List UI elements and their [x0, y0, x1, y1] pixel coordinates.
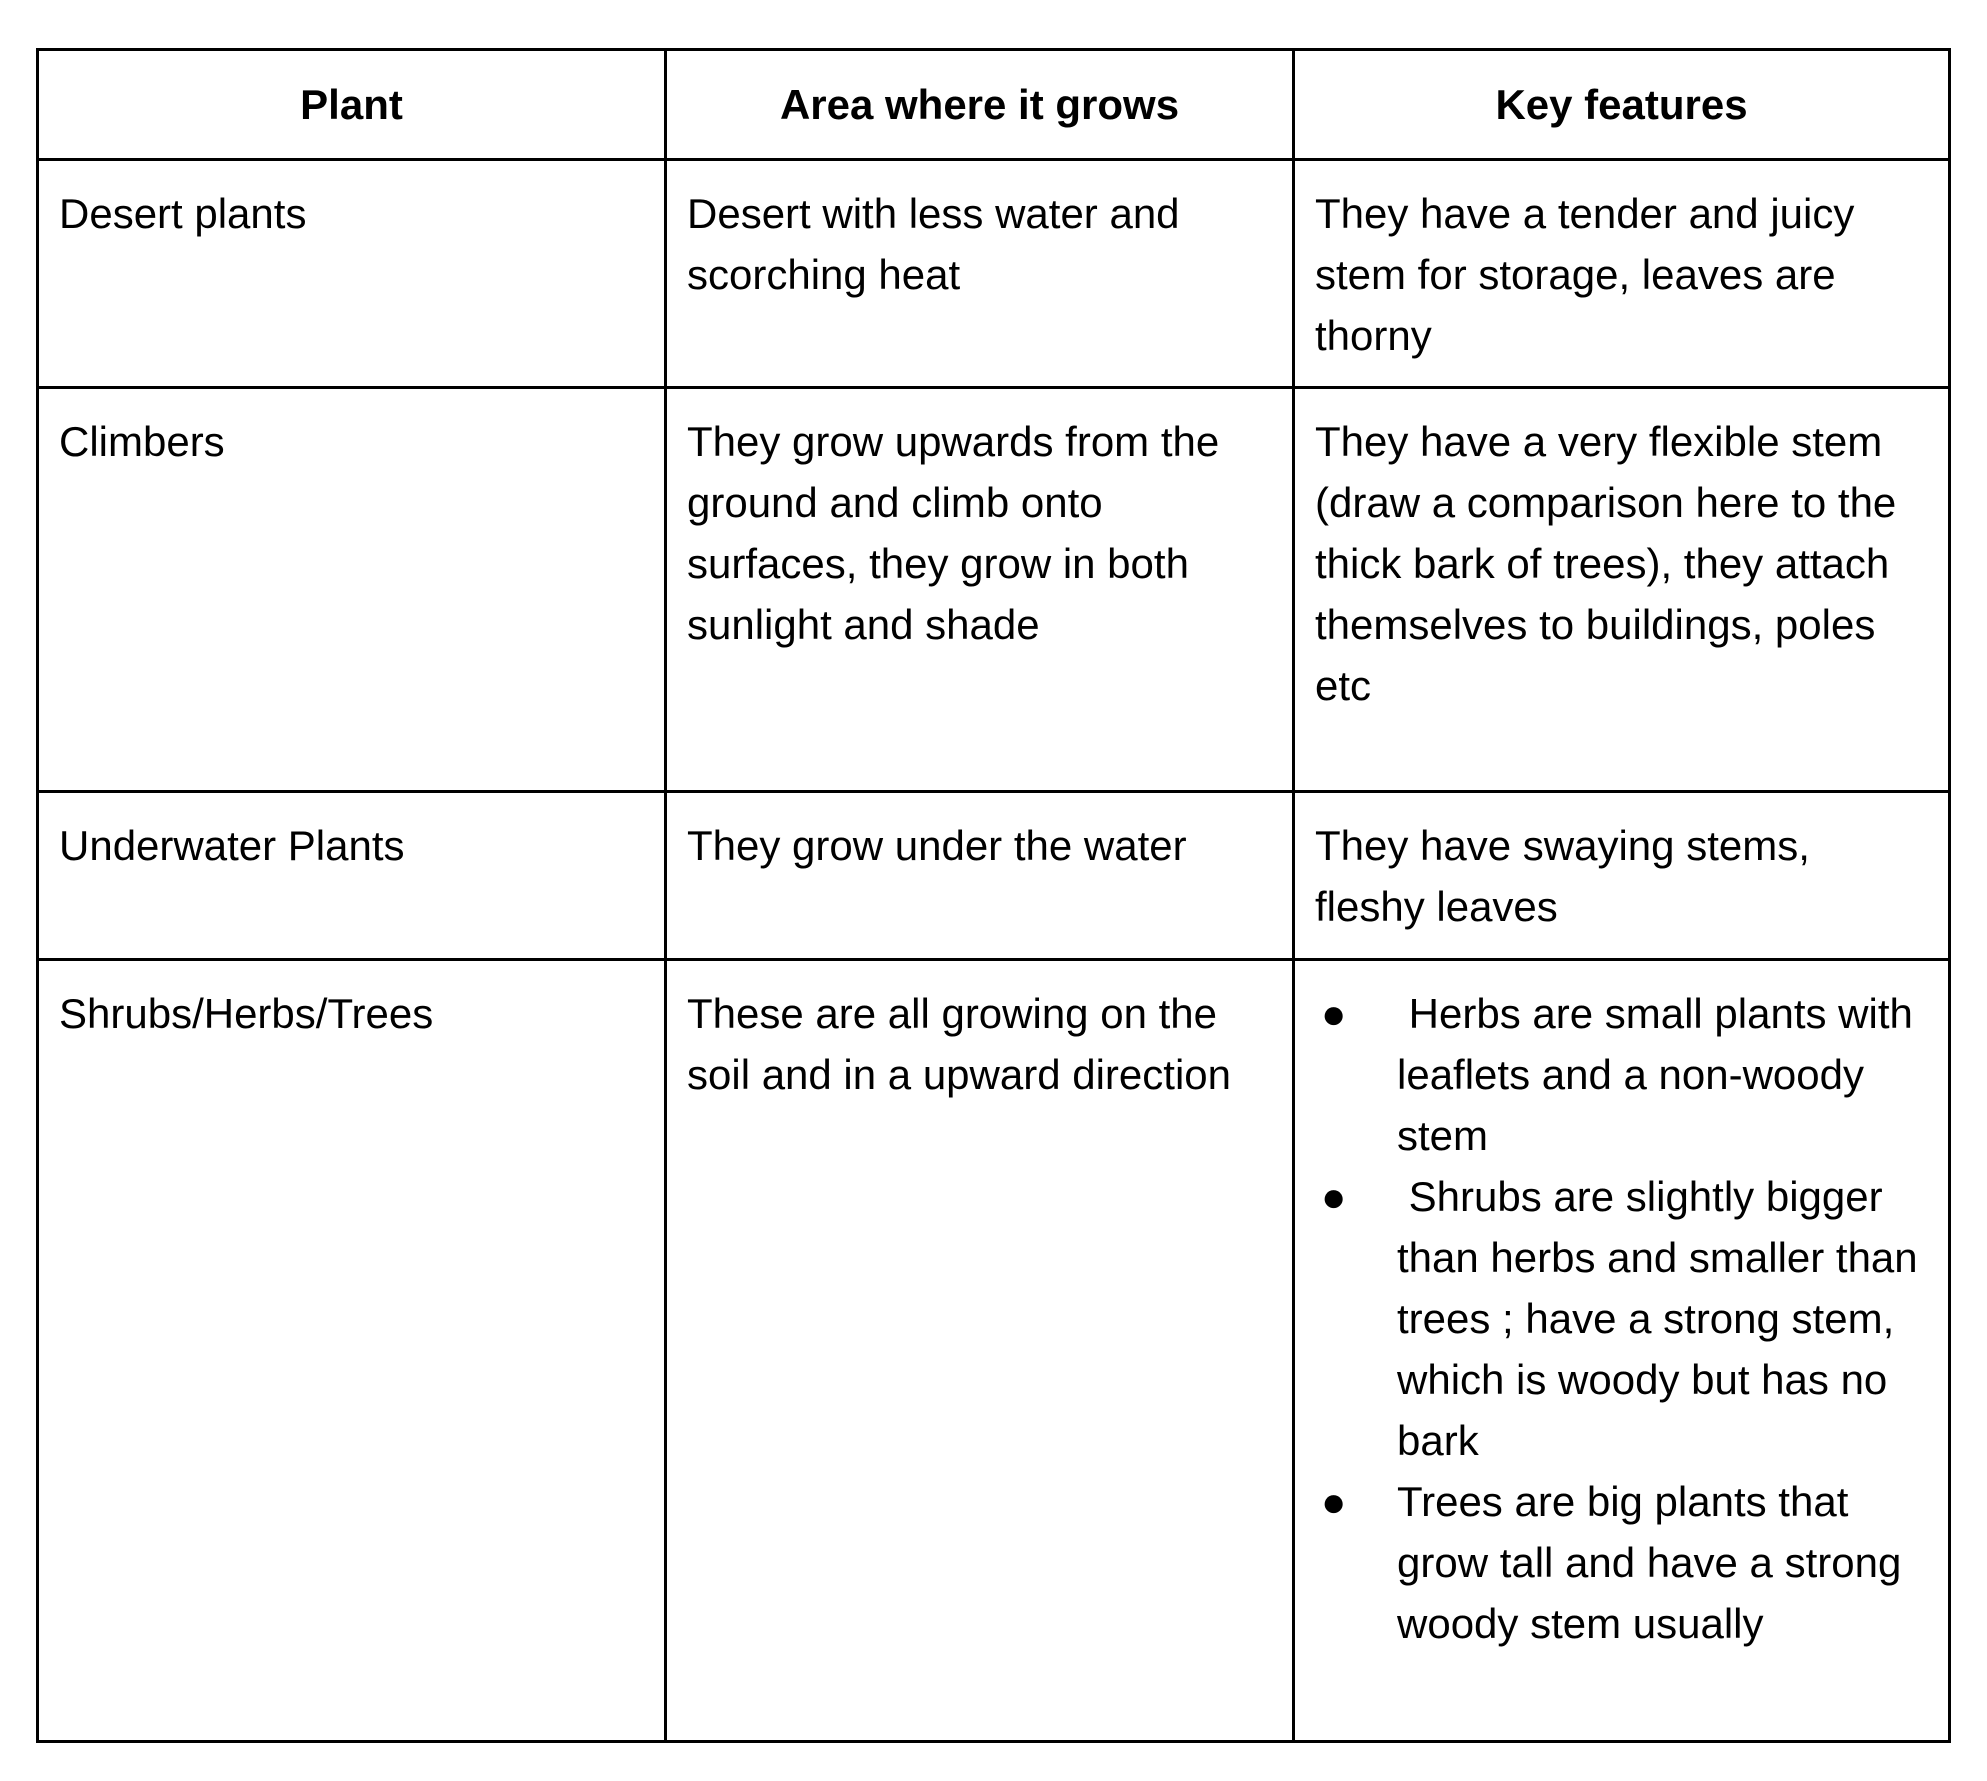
header-key-features: Key features: [1294, 50, 1950, 160]
cell-features: They have a tender and juicy stem for storage, leaves are thorny: [1294, 160, 1950, 388]
cell-features: They have a very flexible stem (draw a comparison here to the thick bark of trees), they attach themselves to buildings, poles etc: [1294, 388, 1950, 792]
table-row: [38, 792, 1950, 960]
header-row: [38, 50, 1950, 160]
bullet-icon: ●: [1321, 990, 1347, 1037]
bullet-icon: ●: [1321, 1478, 1347, 1525]
cell-area: They grow upwards from the ground and climb onto surfaces, they grow in both sunlight and shade: [666, 388, 1294, 792]
list-item-text: Herbs are small plants with leaflets and a non-woody stem: [1397, 990, 1925, 1159]
cell-area: They grow under the water: [666, 792, 1294, 960]
cell-plant: Desert plants: [38, 160, 666, 388]
table-row: [38, 160, 1950, 388]
cell-plant: Shrubs/Herbs/Trees: [38, 960, 666, 1742]
features-bullet-list: [1309, 983, 1930, 1654]
cell-features: They have swaying stems, fleshy leaves: [1294, 792, 1950, 960]
table-row: [38, 960, 1950, 1742]
header-plant: Plant: [38, 50, 666, 160]
plant-table: [36, 48, 1951, 1743]
list-item-text: Shrubs are slightly bigger than herbs and smaller than trees ; have a strong stem, which is woody but has no bark: [1397, 1173, 1930, 1464]
bullet-icon: ●: [1321, 1173, 1347, 1220]
cell-features: [1294, 960, 1950, 1742]
cell-plant: Underwater Plants: [38, 792, 666, 960]
list-item: [1309, 1166, 1930, 1471]
cell-plant: Climbers: [38, 388, 666, 792]
list-item: [1309, 983, 1930, 1166]
table-row: [38, 388, 1950, 792]
list-item-text: Trees are big plants that grow tall and have a strong woody stem usually: [1397, 1478, 1902, 1647]
cell-area: These are all growing on the soil and in a upward direction: [666, 960, 1294, 1742]
list-item: [1309, 1471, 1930, 1654]
cell-area: Desert with less water and scorching heat: [666, 160, 1294, 388]
plant-table-container: [36, 48, 1948, 1743]
header-area: Area where it grows: [666, 50, 1294, 160]
